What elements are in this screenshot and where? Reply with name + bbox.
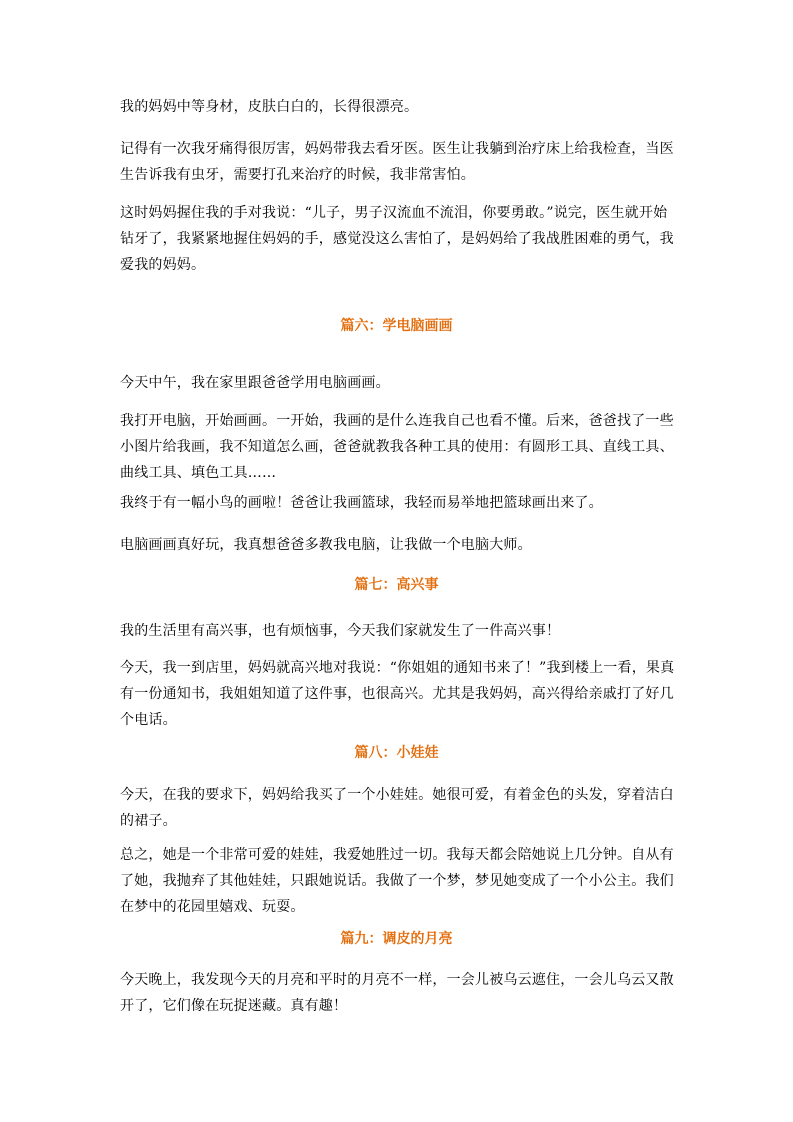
paragraph: 我的妈妈中等身材，皮肤白白的，长得很漂亮。 (120, 99, 419, 115)
paragraph: 电脑画画真好玩，我真想爸爸多教我电脑，让我做一个电脑大师。 (120, 537, 532, 553)
section-heading: 篇七：高兴事 (354, 577, 439, 593)
paragraph: 记得有一次我牙痛得很厉害，妈妈带我去看牙医。医生让我躺到治疗床上给我检查，当医生告诉我有虫牙，需要打孔来治疗的时候，我非常害怕。 (120, 141, 674, 183)
paragraph: 今天中午，我在家里跟爸爸学用电脑画画。 (120, 375, 390, 391)
section-heading: 篇九：调皮的月亮 (340, 931, 453, 947)
section-heading: 篇八：小娃娃 (354, 745, 439, 761)
paragraph: 我终于有一幅小鸟的画啦！爸爸让我画篮球，我轻而易举地把篮球画出来了。 (120, 495, 603, 511)
paragraph: 我打开电脑，开始画画。一开始，我画的是什么连我自己也看不懂。后来，爸爸找了一些小图片给我画，我不知道怎么画，爸爸就教我各种工具的使用：有圆形工具、直线工具、曲线工具、填色工具…… (120, 413, 674, 481)
section-heading: 篇六：学电脑画画 (340, 318, 453, 334)
paragraph: 我的生活里有高兴事，也有烦恼事，今天我们家就发生了一件高兴事！ (120, 623, 561, 639)
paragraph: 今天晚上，我发现今天的月亮和平时的月亮不一样，一会儿被乌云遮住，一会儿乌云又散开了，它们像在玩捉迷藏。真有趣！ (120, 972, 674, 1014)
paragraph: 今天，在我的要求下，妈妈给我买了一个小娃娃。她很可爱，有着金色的头发，穿着洁白的裙子。 (120, 787, 674, 829)
paragraph: 这时妈妈握住我的手对我说：“儿子，男子汉流血不流泪，你要勇敢。”说完，医生就开始钻牙了，我紧紧地握住妈妈的手，感觉没这么害怕了，是妈妈给了我战胜困难的勇气，我爱我的妈妈。 (120, 205, 674, 273)
paragraph: 今天，我一到店里，妈妈就高兴地对我说：“你姐姐的通知书来了！”我到楼上一看，果真有一份通知书，我姐姐知道了这件事，也很高兴。尤其是我妈妈，高兴得给亲戚打了好几个电话。 (120, 660, 675, 728)
paragraph: 总之，她是一个非常可爱的娃娃，我爱她胜过一切。我每天都会陪她说上几分钟。自从有了她，我抛弃了其他娃娃，只跟她说话。我做了一个梦，梦见她变成了一个小公主。我们在梦中的花园里嬉戏、玩耍。 (120, 847, 674, 915)
